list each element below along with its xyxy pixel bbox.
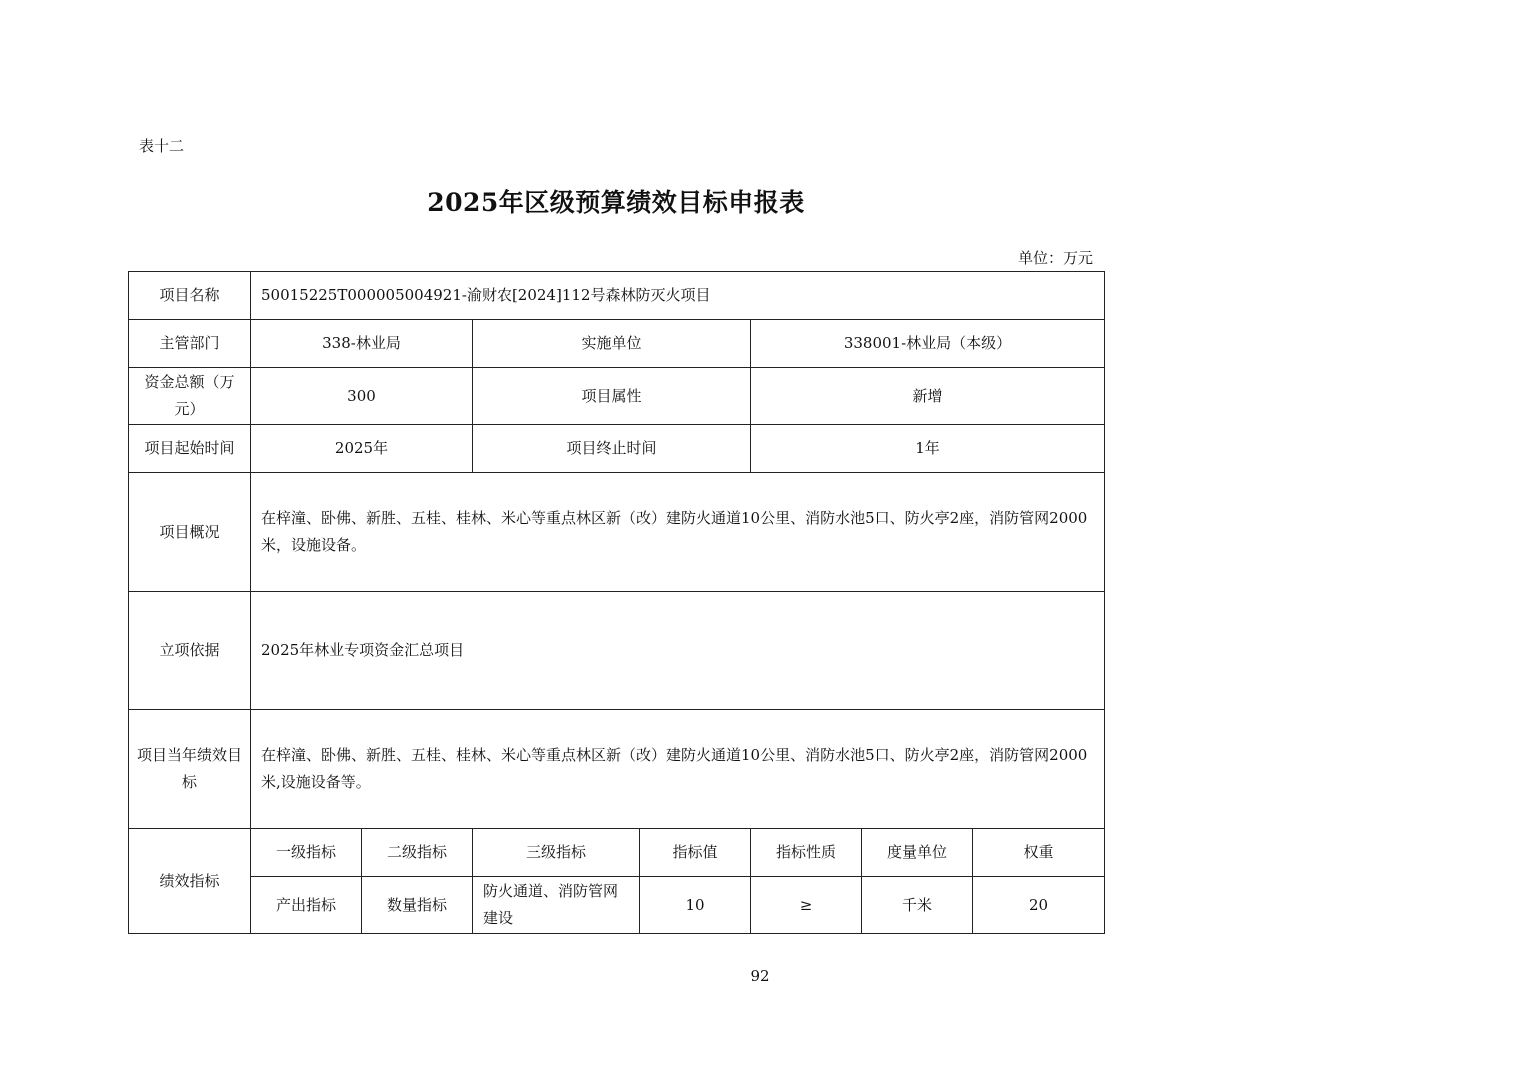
indicator-header-value: 指标值: [640, 829, 751, 877]
total-funds-value: 300: [251, 368, 473, 425]
indicator-weight: 20: [973, 877, 1105, 934]
indicator-unit: 千米: [862, 877, 973, 934]
project-name-label: 项目名称: [129, 272, 251, 320]
unit-note: 单位：万元: [1017, 249, 1093, 267]
indicator-header-row: [129, 829, 1105, 877]
page-number: 92: [750, 967, 770, 985]
indicator-header-nature: 指标性质: [751, 829, 862, 877]
indicator-value: 10: [640, 877, 751, 934]
table-row: [129, 320, 1105, 368]
end-time-value: 1年: [751, 425, 1105, 473]
indicator-header-level2: 二级指标: [362, 829, 473, 877]
table-row: [129, 710, 1105, 829]
table-row: [129, 425, 1105, 473]
annual-goal-value: 在梓潼、卧佛、新胜、五桂、桂林、米心等重点林区新（改）建防火通道10公里、消防水池5口、防火亭2座，消防管网2000米,设施设备等。: [251, 710, 1105, 829]
project-overview-label: 项目概况: [129, 473, 251, 592]
table-label: 表十二: [139, 137, 185, 155]
department-value: 338-林业局: [251, 320, 473, 368]
indicator-header-unit: 度量单位: [862, 829, 973, 877]
project-attribute-value: 新增: [751, 368, 1105, 425]
project-attribute-label: 项目属性: [473, 368, 751, 425]
project-basis-label: 立项依据: [129, 592, 251, 710]
indicator-header-level1: 一级指标: [251, 829, 362, 877]
implementing-unit-value: 338001-林业局（本级）: [751, 320, 1105, 368]
indicator-header-weight: 权重: [973, 829, 1105, 877]
total-funds-label: 资金总额（万元）: [129, 368, 251, 425]
project-overview-value: 在梓潼、卧佛、新胜、五桂、桂林、米心等重点林区新（改）建防火通道10公里、消防水池5口、防火亭2座，消防管网2000米，设施设备。: [251, 473, 1105, 592]
start-time-label: 项目起始时间: [129, 425, 251, 473]
indicator-header-level3: 三级指标: [473, 829, 640, 877]
table-row: [129, 368, 1105, 425]
project-basis-value: 2025年林业专项资金汇总项目: [251, 592, 1105, 710]
indicators-label: 绩效指标: [129, 829, 251, 934]
indicator-nature: ≥: [751, 877, 862, 934]
indicator-level3: 防火通道、消防管网建设: [473, 877, 640, 934]
indicator-row: [129, 877, 1105, 934]
budget-performance-table: [128, 271, 1105, 934]
indicator-level2: 数量指标: [362, 877, 473, 934]
indicator-level1: 产出指标: [251, 877, 362, 934]
project-name-value: 50015225T000005004921-渝财农[2024]112号森林防灭火项目: [251, 272, 1105, 320]
document-title: 2025年区级预算绩效目标申报表: [427, 188, 805, 217]
annual-goal-label: 项目当年绩效目标: [129, 710, 251, 829]
table-row: [129, 473, 1105, 592]
department-label: 主管部门: [129, 320, 251, 368]
implementing-unit-label: 实施单位: [473, 320, 751, 368]
end-time-label: 项目终止时间: [473, 425, 751, 473]
start-time-value: 2025年: [251, 425, 473, 473]
table-row: [129, 592, 1105, 710]
table-row: [129, 272, 1105, 320]
